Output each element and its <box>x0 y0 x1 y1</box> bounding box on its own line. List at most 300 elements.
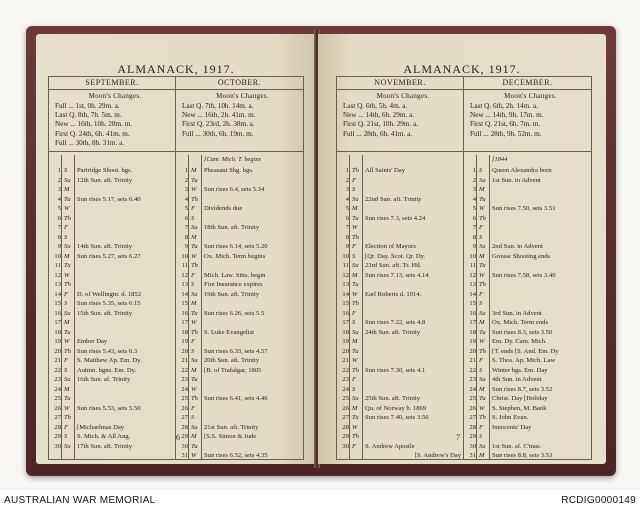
weekday: Su <box>479 376 486 383</box>
day-event: Sun rises 6.52, sets 4.35 <box>204 452 268 459</box>
weekday: Su <box>479 243 486 250</box>
day-event: Winter bgs. Em. Day <box>492 366 548 374</box>
day-number: 13 <box>181 281 188 288</box>
day-event: Sun rises 8.7, sets 3.52 <box>492 385 553 393</box>
day-row <box>49 233 175 243</box>
day-number: 20 <box>469 347 476 355</box>
day-row <box>49 290 175 300</box>
weekday: F <box>352 442 357 450</box>
weekday: F <box>64 357 69 364</box>
moon-changes-title: Moon's Changes. <box>88 92 142 100</box>
day-row <box>49 432 175 442</box>
weekday: Tu <box>479 395 486 402</box>
day-number: 11 <box>54 262 61 269</box>
day-event: 22nd Sun. aft. Trinity <box>365 195 422 203</box>
month-october <box>176 77 303 459</box>
weekday: M <box>191 300 197 307</box>
weekday: F <box>191 205 196 212</box>
day-row <box>464 375 591 385</box>
weekday: Th <box>352 366 359 374</box>
day-number: 6 <box>57 214 61 222</box>
day-number: 27 <box>181 414 188 421</box>
day-event: 17th Sun. aft. Trinity <box>77 442 133 450</box>
weekday: F <box>352 176 357 184</box>
month-september <box>49 77 176 459</box>
footer-bar <box>0 492 640 510</box>
month-name: OCTOBER. <box>176 77 303 90</box>
day-number: 30 <box>54 442 61 450</box>
day-list <box>49 155 175 460</box>
weekday: Th <box>479 347 486 355</box>
day-row <box>49 328 175 338</box>
day-event: Sun rises 5.17, sets 6.40 <box>77 195 141 203</box>
weekday: S <box>479 366 483 374</box>
weekday: S <box>352 252 356 260</box>
day-row <box>464 195 591 205</box>
day-row <box>464 166 591 176</box>
day-number: 15 <box>469 300 476 307</box>
day-row <box>176 432 303 442</box>
day-row <box>464 394 591 404</box>
weekday: Th <box>191 262 198 269</box>
moon-phase: New ... 14th, 6h. 29m. a. <box>343 111 415 120</box>
month-name: DECEMBER. <box>464 77 591 90</box>
day-event: 15th Sun. aft. Trinity <box>77 309 133 317</box>
day-number: 11 <box>181 262 188 269</box>
weekday: Th <box>64 414 71 421</box>
day-number: 15 <box>342 300 349 307</box>
moon-changes-title: Moon's Changes. <box>504 92 557 100</box>
day-event: Em. Dy. Cam. Mich. <box>492 338 547 345</box>
weekday: Su <box>191 357 198 364</box>
weekday: M <box>191 433 197 440</box>
day-number: 4 <box>184 195 188 203</box>
moon-changes <box>464 90 591 152</box>
day-number: 13 <box>469 281 476 288</box>
weekday: Su <box>479 309 486 317</box>
day-row <box>337 404 463 414</box>
day-event: Sun rises 6.14, sets 5.20 <box>204 243 268 250</box>
day-row <box>464 451 591 461</box>
day-event: Fire Insurance expires <box>204 281 263 288</box>
day-event: Sun rises 6.4, sets 5.34 <box>204 186 265 193</box>
day-event: 12th Sun. aft. Trinity <box>77 176 133 184</box>
day-number: 9 <box>345 243 349 250</box>
weekday: M <box>479 452 485 459</box>
day-event: S. Luke Evangelist <box>204 328 254 336</box>
weekday: S <box>191 347 195 355</box>
day-number: 16 <box>54 309 61 317</box>
day-row <box>49 413 175 423</box>
moon-changes-title: Moon's Changes. <box>216 92 269 100</box>
day-row <box>49 375 175 385</box>
day-row <box>49 280 175 290</box>
weekday: W <box>479 205 485 212</box>
weekday: M <box>479 186 485 193</box>
weekday: Th <box>479 281 486 288</box>
weekday: M <box>64 186 70 193</box>
day-row <box>464 328 591 338</box>
day-event: [T. ends [S. And. Em. Dy <box>492 347 559 355</box>
weekday: Tu <box>64 195 71 203</box>
day-event: S. Mich. & All Ang. <box>77 433 131 440</box>
page-title: ALMANACK, 1917. <box>117 62 235 76</box>
almanac-table <box>48 76 304 460</box>
day-number: 9 <box>57 243 61 250</box>
weekday: M <box>352 338 358 345</box>
day-event: Sun rises 7.58, sets 3.49 <box>492 271 556 279</box>
day-event: 18th Sun. aft. Trinity <box>204 224 260 231</box>
weekday: W <box>352 224 358 231</box>
day-number: 29 <box>469 433 476 440</box>
weekday: M <box>64 252 70 260</box>
day-number: 17 <box>342 319 349 326</box>
day-number: 1 <box>472 167 476 174</box>
weekday: Th <box>64 281 71 288</box>
weekday: Th <box>352 300 359 307</box>
day-event: S. Stephen, M. Bank <box>492 404 547 412</box>
day-row <box>337 166 463 176</box>
day-row <box>337 299 463 309</box>
weekday: Su <box>479 176 486 184</box>
day-number: 8 <box>57 233 61 241</box>
moon-phase: First Q. 21st, 10h. 29m. a. <box>343 120 419 129</box>
day-number: 28 <box>54 423 61 431</box>
day-event: S. John Evan. <box>492 414 529 421</box>
day-number: 26 <box>469 404 476 412</box>
month-november <box>337 77 464 459</box>
day-number: 5 <box>345 205 349 212</box>
moon-changes <box>337 90 463 152</box>
day-event: 4th Sun. in Advent <box>492 376 542 383</box>
day-number: 17 <box>54 319 61 326</box>
weekday: S <box>479 233 483 241</box>
weekday: M <box>191 366 197 374</box>
day-row <box>337 195 463 205</box>
day-row <box>337 233 463 243</box>
day-row <box>337 271 463 281</box>
weekday: F <box>191 271 196 279</box>
weekday: Th <box>352 433 359 440</box>
day-row <box>176 280 303 290</box>
day-number: 25 <box>469 395 476 402</box>
day-row <box>176 394 303 404</box>
day-number: 16 <box>181 309 188 317</box>
weekday: M <box>191 233 197 241</box>
day-number: 8 <box>184 233 188 241</box>
day-row <box>176 337 303 347</box>
moon-phase: New ... 14th, 9h. 17m. m. <box>470 111 544 120</box>
day-number: 2 <box>184 176 188 184</box>
weekday: Tu <box>191 376 198 383</box>
day-row <box>49 223 175 233</box>
day-event: Sun rises 6.26, sets 5.5 <box>204 309 265 317</box>
day-event: Autmn. bgns. Em. Dy. <box>77 366 137 374</box>
day-number: 27 <box>469 414 476 421</box>
weekday: F <box>352 376 357 383</box>
page-number: 6 <box>176 433 180 442</box>
weekday: M <box>191 167 197 174</box>
day-event: S. Thos. Ap. Mich. Law <box>492 357 556 364</box>
weekday: Th <box>64 347 71 355</box>
month-name: SEPTEMBER. <box>49 77 175 90</box>
weekday: S <box>479 433 483 440</box>
day-list <box>464 155 591 460</box>
weekday: Su <box>479 442 486 450</box>
weekday: M <box>479 385 485 393</box>
day-row <box>176 318 303 328</box>
day-row <box>337 214 463 224</box>
day-row <box>337 280 463 290</box>
month-december <box>464 77 591 459</box>
footer-credit: AUSTRALIAN WAR MEMORIAL <box>4 495 156 506</box>
day-number: 21 <box>469 357 476 364</box>
top-note: [Cam. Mich. T. begins <box>204 156 262 163</box>
day-row <box>337 318 463 328</box>
day-row <box>176 223 303 233</box>
day-row <box>49 385 175 395</box>
day-number: 13 <box>342 281 349 288</box>
day-event: Earl Roberts d. 1914. <box>365 290 422 298</box>
day-row <box>176 252 303 262</box>
weekday: Th <box>352 233 359 241</box>
day-number: 3 <box>57 186 61 193</box>
day-event: All Saints' Day <box>365 167 406 174</box>
day-number: 10 <box>342 252 349 260</box>
day-row <box>49 252 175 262</box>
weekday: S <box>64 366 68 374</box>
day-event: Pheasant Shg. bgs. <box>204 167 254 174</box>
day-number: 21 <box>54 357 61 364</box>
weekday: Tu <box>479 195 486 203</box>
day-row <box>464 423 591 433</box>
day-row <box>337 451 463 461</box>
day-number: 19 <box>181 338 188 345</box>
weekday: S <box>191 414 195 421</box>
day-event: 24th Sun. aft. Trinity <box>365 328 421 336</box>
weekday: Tu <box>64 262 71 269</box>
day-row <box>337 328 463 338</box>
day-number: 11 <box>469 262 476 269</box>
weekday: F <box>479 290 484 298</box>
weekday: S <box>64 167 68 174</box>
day-row <box>464 432 591 442</box>
day-row <box>337 223 463 233</box>
weekday: Su <box>191 224 198 231</box>
day-event: 16th Sun. af. Trinity <box>77 376 131 383</box>
moon-changes <box>49 90 175 152</box>
weekday: W <box>191 385 197 393</box>
day-list <box>337 155 463 460</box>
day-row <box>337 309 463 319</box>
day-number: 28 <box>469 423 476 431</box>
day-number: 14 <box>342 290 349 298</box>
weekday: Su <box>64 243 71 250</box>
day-event: Grouse Shooting ends <box>492 252 551 260</box>
day-row <box>337 423 463 433</box>
day-row <box>337 347 463 357</box>
day-number: 20 <box>342 347 349 355</box>
weekday: W <box>191 186 197 193</box>
day-row <box>49 185 175 195</box>
weekday: Tu <box>191 309 198 317</box>
day-number: 13 <box>54 281 61 288</box>
day-number: 31 <box>469 452 476 459</box>
day-event: 2nd Sun. in Advent <box>492 243 543 250</box>
day-row <box>49 176 175 186</box>
day-row <box>49 366 175 376</box>
day-number: 17 <box>469 319 476 326</box>
day-row <box>464 261 591 271</box>
day-row <box>49 442 175 452</box>
weekday: F <box>352 309 357 317</box>
day-row <box>337 356 463 366</box>
almanac-table <box>336 76 592 460</box>
day-event: Sun rises 6.33, sets 4.57 <box>204 347 268 355</box>
weekday: Tu <box>64 395 71 402</box>
day-row <box>337 385 463 395</box>
day-row <box>176 185 303 195</box>
day-number: 1 <box>345 167 349 174</box>
weekday: W <box>191 452 197 459</box>
day-row <box>464 318 591 328</box>
day-row <box>49 299 175 309</box>
day-row <box>49 214 175 224</box>
day-row <box>49 423 175 433</box>
day-row <box>337 442 463 452</box>
moon-phase: Full ... 30th, 8h. 31m. a. <box>55 138 125 147</box>
day-event: Sun rises 8.3, sets 3.50 <box>492 328 553 336</box>
day-number: 7 <box>345 224 349 231</box>
day-row <box>176 347 303 357</box>
day-number: 5 <box>184 205 188 212</box>
day-event: Ox. Mich. Term begins <box>204 252 266 260</box>
moon-phase: First Q. 24th, 6h. 41m. m. <box>55 129 130 138</box>
day-event: [S.S. Simon & Jude <box>204 433 257 440</box>
day-number: 24 <box>54 385 61 393</box>
day-row <box>337 176 463 186</box>
day-row <box>464 233 591 243</box>
day-row <box>176 261 303 271</box>
day-number: 10 <box>469 252 476 260</box>
day-event: Sun rises 8.8, sets 3.53 <box>492 452 553 459</box>
day-event: Sun rises 7.30, sets 4.1 <box>365 366 426 374</box>
day-row <box>464 280 591 290</box>
day-number: 26 <box>342 404 349 412</box>
day-row <box>176 385 303 395</box>
day-number: 30 <box>469 442 476 450</box>
day-event: Sun rises 7.13, sets 4.14 <box>365 271 429 279</box>
day-row <box>176 242 303 252</box>
day-row <box>49 337 175 347</box>
day-row <box>464 252 591 262</box>
weekday: Th <box>64 214 71 222</box>
moon-phase: Full ... 1st, 0h. 29m. a. <box>55 102 120 110</box>
day-event: [Qr. Day. Scot. Qr. Dy. <box>365 252 426 260</box>
day-number: 1 <box>57 167 61 174</box>
day-row <box>464 214 591 224</box>
day-row <box>337 413 463 423</box>
moon-phase: Full ... 28th, 6h. 41m. a. <box>343 129 413 138</box>
moon-phase: Last Q. 7th, 10h. 14m. a. <box>182 102 254 110</box>
day-number: 29 <box>54 433 61 440</box>
day-number: 11 <box>342 262 349 269</box>
day-number: 12 <box>54 271 61 279</box>
day-row <box>337 394 463 404</box>
weekday: M <box>352 205 358 212</box>
day-number: 16 <box>469 309 476 317</box>
weekday: S <box>64 433 68 440</box>
day-number: 2 <box>345 176 349 184</box>
month-name: NOVEMBER. <box>337 77 463 90</box>
day-number: 28 <box>342 423 349 431</box>
day-number: 24 <box>181 385 188 393</box>
day-event: S. Matthew Ap. Em. Dy. <box>77 357 142 364</box>
day-number: 23 <box>342 376 349 383</box>
weekday: Su <box>64 176 71 184</box>
day-number: 1 <box>184 167 188 174</box>
day-number: 19 <box>342 338 349 345</box>
day-number: 4 <box>472 195 476 203</box>
weekday: M <box>64 319 70 326</box>
moon-phase: Last Q. 6th, 2h. 14m. a. <box>470 102 538 110</box>
weekday: Su <box>191 290 198 298</box>
day-row <box>176 423 303 433</box>
day-row <box>49 318 175 328</box>
weekday: Th <box>352 167 359 174</box>
day-row <box>337 337 463 347</box>
day-number: 26 <box>181 404 188 412</box>
day-number: 5 <box>472 205 476 212</box>
day-event: 23rd Sun. aft. Tr. Hil. <box>365 262 422 269</box>
day-row <box>337 261 463 271</box>
weekday: S <box>64 233 68 241</box>
day-number: 7 <box>184 224 188 231</box>
day-number: 19 <box>469 338 476 345</box>
left-page <box>36 34 316 464</box>
day-row <box>176 204 303 214</box>
day-event: 20th Sun. aft. Trinity <box>204 357 260 364</box>
day-row <box>464 309 591 319</box>
day-row <box>49 309 175 319</box>
weekday: Th <box>479 214 486 222</box>
weekday: F <box>191 338 196 345</box>
day-number: 10 <box>54 252 61 260</box>
day-event: Dividends due <box>204 205 243 212</box>
day-number: 7 <box>472 224 476 231</box>
weekday: S <box>479 167 483 174</box>
day-row <box>176 214 303 224</box>
day-event: Innocents' Day <box>492 423 532 431</box>
day-event: 25th Sun. aft. Trinity <box>365 395 421 402</box>
weekday: F <box>64 290 69 298</box>
day-row <box>176 299 303 309</box>
day-number: 25 <box>181 395 188 402</box>
day-number: 6 <box>184 214 188 222</box>
weekday: W <box>191 252 197 260</box>
day-number: 14 <box>181 290 188 298</box>
day-number: 6 <box>472 214 476 222</box>
weekday: M <box>64 385 70 393</box>
day-number: 26 <box>54 404 61 412</box>
day-number: 4 <box>57 195 61 203</box>
day-number: 2 <box>57 176 61 184</box>
day-event: Sun rises 5.53, sets 5.50 <box>77 404 141 412</box>
day-number: 23 <box>54 376 61 383</box>
weekday: W <box>352 423 358 431</box>
day-event: S. Andrew Apostle <box>365 442 415 450</box>
day-number: 15 <box>181 300 188 307</box>
